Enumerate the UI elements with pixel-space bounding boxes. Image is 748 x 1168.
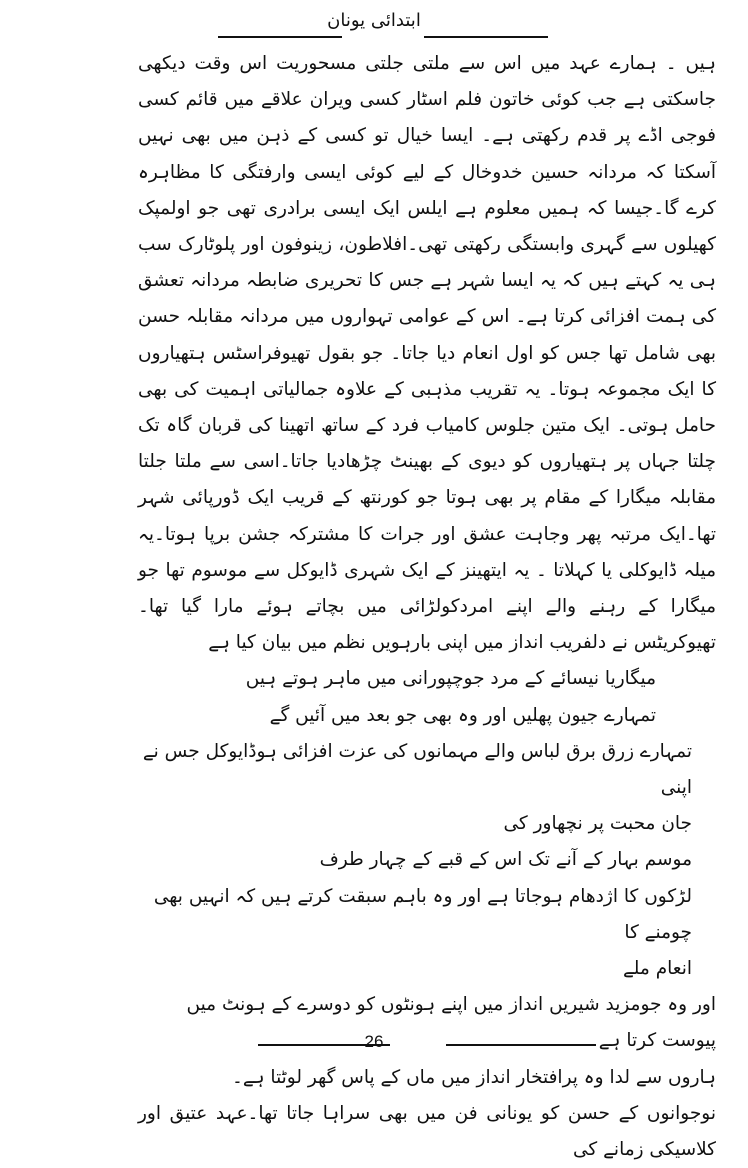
poem-line: اور وہ جومزید شیریں انداز میں اپنے ہونٹوں کو دوسرے کے ہونٹ میں پیوست کرتا ہے (186, 994, 716, 1052)
footer-rule-right (446, 1044, 596, 1046)
page-body (138, 46, 716, 1168)
poem-line: تمہارے جیون پھلیں اور وہ بھی جو بعد میں آئیں گے (269, 704, 656, 726)
poem-line: ہاروں سے لدا وہ پرافتخار انداز میں ماں کے پاس گھر لوٹتا ہے۔ (232, 1066, 716, 1088)
body-paragraph: نوجوانوں کے حسن کو یونانی فن میں بھی سراہا جاتا تھا۔عہد عتیق اور کلاسیکی زمانے کی (138, 1102, 716, 1161)
poem-line: انعام ملے (622, 958, 692, 980)
running-header-title: ابتدائی یونان (327, 10, 421, 31)
poem-line: موسم بہار کے آنے تک اس کے قبے کے چہار طرف (319, 849, 692, 871)
body-paragraph: ہیں ۔ ہمارے عہد میں اس سے ملتی جلتی مسحوریت اس وقت دیکھی جاسکتی ہے جب کوئی خاتون فلم اسٹار کسی ویران علاقے میں قائم کسی فوجی اڈے پر قدم رکھتی ہے۔ ایسا خیال تو کسی کے ذہن میں بھی نہیں آسکتا کہ مردانہ حسین خدوخال کے لیے کوئی ایسی وارفتگی کا مظاہرہ کرے گا۔جیسا کہ ہمیں معلوم ہے ایلس ایک ایسی برادری تھی جو اولمپک کھیلوں سے گہری وابستگی رکھتی تھی۔افلاطون، زینوفون اور پلوٹارک سب ہی یہ کہتے ہیں کہ یہ ایسا شہر ہے جس کا تحریری ضابطہ مردانہ تعشق کی ہمت افزائی کرتا ہے۔ اس کے عوامی تہواروں میں مردانہ مقابلہ حسن بھی شامل تھا جس کو اول انعام دیا جاتا۔ جو بقول تھیوفراسٹس ہتھیاروں کا ایک مجموعہ ہوتا۔ یہ تقریب مذہبی کے علاوہ جمالیاتی اہمیت کی بھی حامل ہوتی۔ ایک متین جلوس کامیاب فرد کے ساتھ اتھینا کی قربان گاہ تک چلتا جہاں پر ہتھیاروں کو دیوی کے بھینٹ چڑھادیا جاتا۔اسی سے ملتا جلتا مقابلہ میگارا کے مقام پر بھی ہوتا جو کورنتھ کے قریب ایک ڈورپائی شہر تھا۔ایک مرتبہ پھر وجاہت عشق اور جرات کا مشترکہ جشن برپا ہوتا۔یہ میلہ ڈایوکلی یا کہلاتا ۔ یہ ایتھینز کے ایک شہری ڈایوکل سے موسوم تھا جو میگارا کے رہنے والے اپنے امردکولڑائی میں بچاتے ہوئے مارا گیا تھا۔تھیوکریٹس نے دلفریب انداز میں اپنی بارہویں نظم میں بیان کیا ہے (138, 53, 716, 654)
page-number: 26 (364, 1032, 384, 1051)
poem-line: جان محبت پر نچھاور کی (503, 813, 692, 835)
poem-line: تمہارے زرق برق لباس والے مہمانوں کی عزت افزائی ہوڈایوکل جس نے اپنی (142, 740, 692, 799)
poem-line: لڑکوں کا اژدھام ہوجاتا ہے اور وہ باہم سبقت کرتے ہیں کہ انہیں بھی چومنے کا (153, 885, 692, 943)
header-rule-left (218, 36, 342, 38)
header-rule-right (424, 36, 548, 38)
poem-line: میگاریا نیسائے کے مرد جوچپورانی میں ماہر ہوتے ہیں (245, 668, 656, 690)
